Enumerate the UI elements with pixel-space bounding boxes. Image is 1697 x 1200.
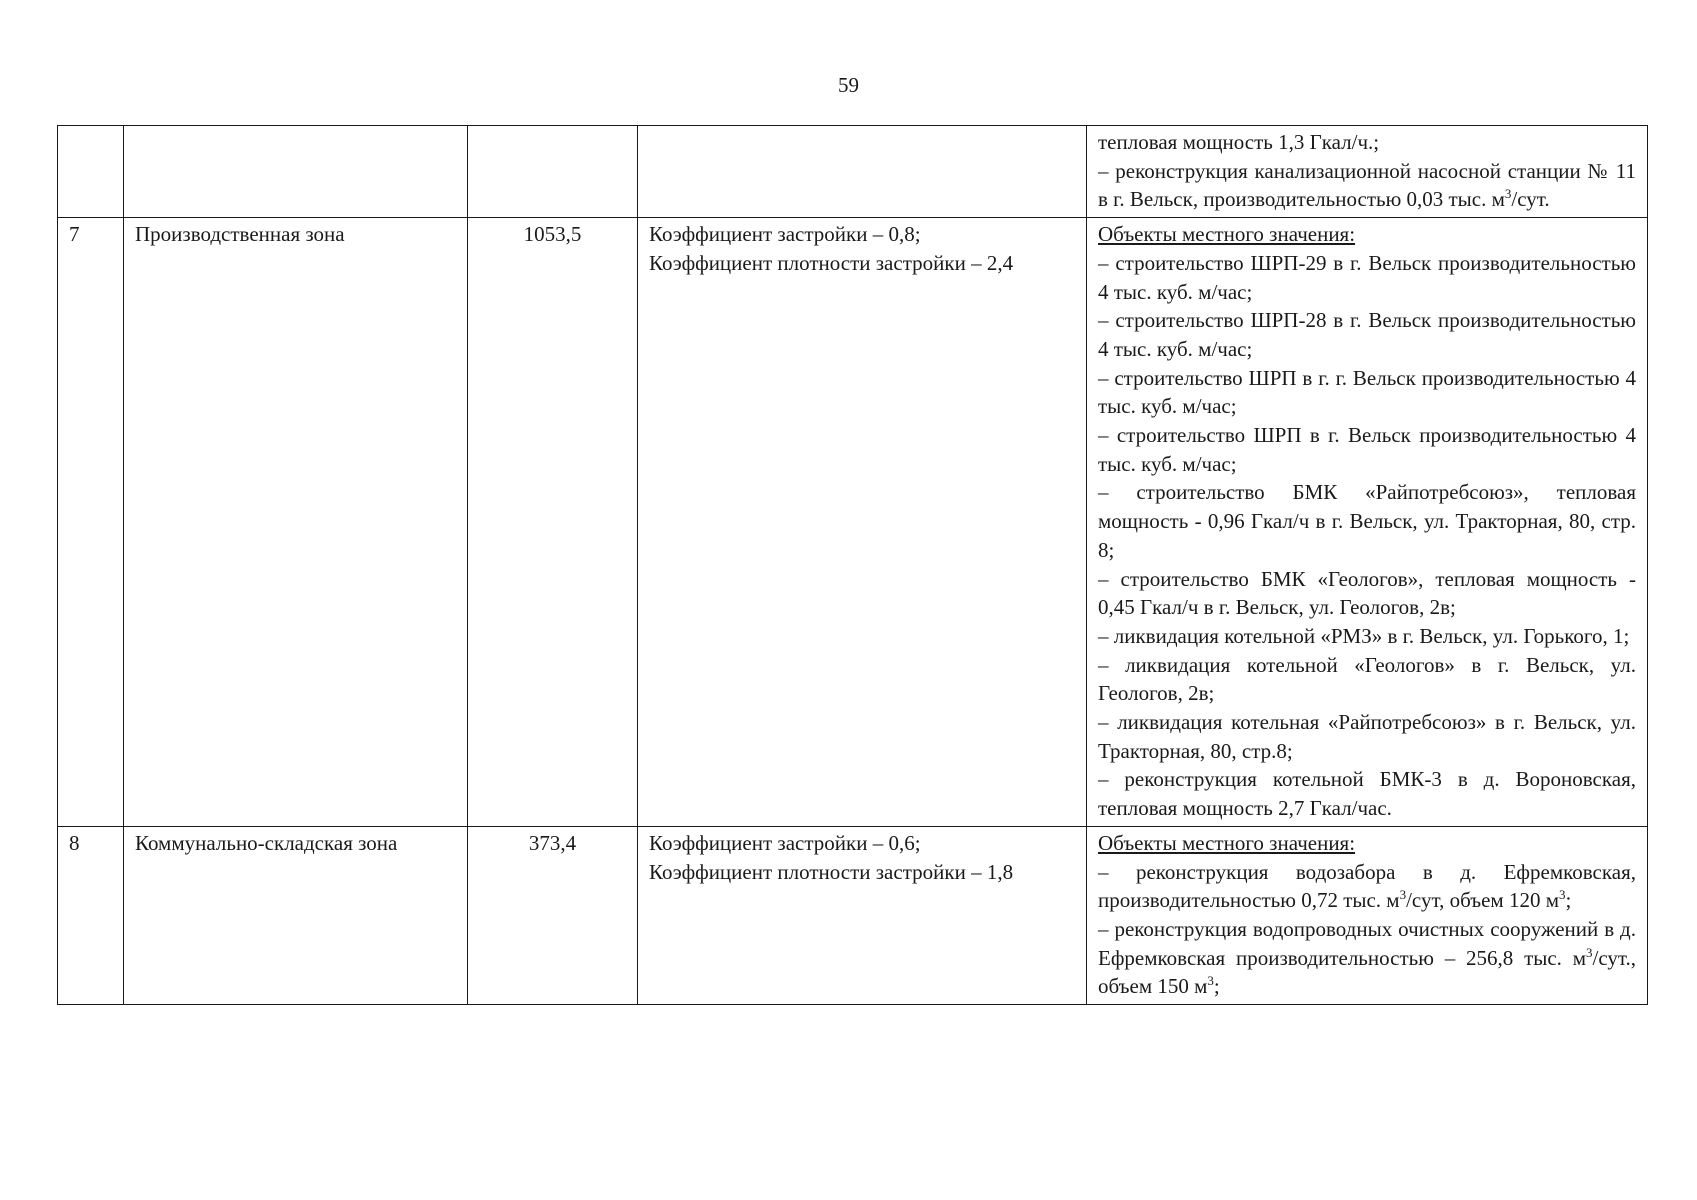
zone-parameters-cell [638, 826, 1087, 1004]
planned-object-item: тепловая мощность 1,3 Гкал/ч.; [1098, 130, 1380, 154]
planned-object-item: – ликвидация котельной «РМЗ» в г. Вельск, ул. Горького, 1; [1098, 623, 1630, 648]
objects-heading: Объекты местного значения: [1098, 222, 1356, 247]
table-row [58, 826, 1648, 1004]
zone-area-cell [468, 126, 638, 218]
zone-parameter: Коэффициент застройки – 0,6; [649, 830, 921, 855]
zone-name-cell: Производственная зона [124, 218, 468, 827]
table-row [58, 218, 1648, 827]
planned-objects-cell [1087, 126, 1648, 218]
zone-area-cell: 1053,5 [468, 218, 638, 827]
planned-objects-cell [1087, 826, 1648, 1004]
planning-zones-table [57, 125, 1648, 1005]
planned-object-item: – строительство БМК «Геологов», тепловая мощность - 0,45 Гкал/ч в г. Вельск, ул. Геологов, 2в; [1098, 566, 1636, 620]
zone-name-cell: Коммунально-складская зона [124, 826, 468, 1004]
zone-number-cell: 8 [58, 826, 124, 1004]
planned-object-item: – реконструкция водозабора в д. Ефремковская, производительностью 0,72 тыс. $м^3$/сут, объем 120 $м^3$; [1098, 859, 1636, 913]
planned-object-item: – строительство ШРП-29 в г. Вельск производительностью 4 тыс. куб. м/час; [1098, 250, 1636, 304]
planned-object-item: – реконструкция канализационной насосной станции № 11 в г. Вельск, производительностью 0,03 тыс. $м^3$/сут. [1098, 158, 1636, 212]
planned-object-item: – ликвидация котельная «Райпотребсоюз» в г. Вельск, ул. Тракторная, 80, стр.8; [1098, 710, 1636, 763]
zone-area-cell: 373,4 [468, 826, 638, 1004]
planned-object-item: – строительство ШРП в г. г. Вельск производительностью 4 тыс. куб. м/час; [1098, 365, 1636, 419]
planned-object-item: – ликвидация котельной «Геологов» в г. Вельск, ул. Геологов, 2в; [1098, 652, 1636, 706]
planned-objects-cell [1087, 218, 1648, 827]
zone-parameter: Коэффициент плотности застройки – 1,8 [649, 859, 1014, 884]
zone-number-cell [58, 126, 124, 218]
zone-parameter: Коэффициент плотности застройки – 2,4 [649, 250, 1014, 275]
zone-name-cell [124, 126, 468, 218]
planned-object-item: – строительство ШРП-28 в г. Вельск производительностью 4 тыс. куб. м/час; [1098, 308, 1636, 361]
table-body [58, 126, 1648, 1005]
zone-number-cell: 7 [58, 218, 124, 827]
objects-heading: Объекты местного значения: [1098, 830, 1356, 855]
planned-object-item: – строительство ШРП в г. Вельск производительностью 4 тыс. куб. м/час; [1098, 423, 1636, 476]
zone-parameters-cell [638, 218, 1087, 827]
zone-parameters-cell [638, 126, 1087, 218]
planned-object-item: – реконструкция водопроводных очистных сооружений в д. Ефремковская производительностью – 256,8 тыс. $м^3$/сут., объем 150 $м^3$; [1098, 916, 1636, 999]
page-number: 59 [838, 73, 859, 97]
planned-object-item: – строительство БМК «Райпотребсоюз», тепловая мощность - 0,96 Гкал/ч в г. Вельск, ул. Тракторная, 80, стр. 8; [1098, 480, 1636, 562]
planned-object-item: – реконструкция котельной БМК-3 в д. Вороновская, тепловая мощность 2,7 Гкал/час. [1098, 767, 1636, 821]
table-row [58, 126, 1648, 218]
zone-parameter: Коэффициент застройки – 0,8; [649, 222, 921, 247]
